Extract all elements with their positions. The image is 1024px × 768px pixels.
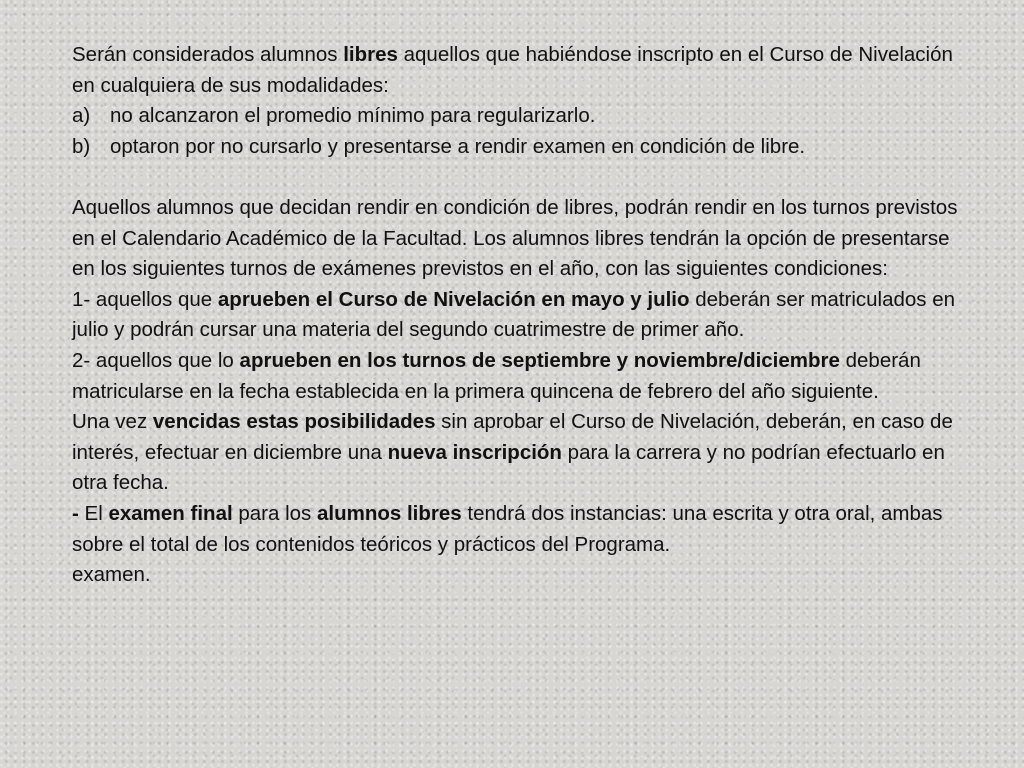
- list-item-text: optaron por no cursarlo y presentarse a rendir examen en condición de libre.: [110, 134, 806, 158]
- list-marker: a): [72, 104, 91, 128]
- bold-text: aprueben en los turnos de septiembre y noviembre/diciembre: [239, 348, 840, 372]
- closing-text: examen.: [72, 563, 151, 587]
- text-segment: sin aprobar el Curso de Nivelación, deberán, en caso de interés, efectuar en diciembre una: [72, 410, 953, 464]
- condition-item-1: [72, 285, 972, 346]
- bold-text: libres: [343, 43, 398, 66]
- text-segment: tendrá dos instancias: una escrita y otra oral, ambas sobre el total de los contenidos teóricos y prácticos del Programa.: [72, 501, 943, 556]
- text-segment: deberán matricularse en la fecha establecida en la primera quincena de febrero del año siguiente.: [72, 348, 921, 403]
- conditions-paragraph: Aquellos alumnos que decidan rendir en condición de libres, podrán rendir en los turnos previstos en el Calendario Académico de la Facultad. Los alumnos libres tendrán la opción de presentarse en los siguientes turnos de exámenes previstos en el año, con las siguientes condiciones:: [72, 195, 958, 281]
- paragraph-gap: [72, 162, 972, 193]
- text-segment: aquellos que habiéndose inscripto en el Curso de Nivelación en cualquiera de sus modalidades:: [72, 43, 953, 97]
- text-segment: deberán ser matriculados en julio y podrán cursar una materia del segundo cuatrimestre de primer año.: [72, 287, 956, 342]
- bold-text: nueva inscripción: [387, 440, 562, 464]
- bold-text: vencidas estas posibilidades: [152, 410, 436, 434]
- text-segment: para los: [232, 501, 317, 525]
- list-marker: b): [72, 134, 91, 158]
- bold-text: alumnos libres: [317, 501, 462, 525]
- bold-text: aprueben el Curso de Nivelación en mayo y julio: [217, 287, 690, 311]
- bold-text: examen final: [108, 501, 233, 525]
- slide-content: [72, 40, 972, 591]
- text-segment: Serán considerados alumnos: [72, 43, 344, 66]
- list-item: [72, 132, 972, 163]
- text-segment: Una vez: [72, 410, 153, 434]
- final-exam-paragraph: [72, 499, 972, 560]
- text-segment: 1- aquellos que: [72, 287, 218, 311]
- intro-paragraph: [72, 40, 972, 101]
- condition-item-2: [72, 346, 972, 407]
- bold-text: -: [72, 501, 85, 525]
- text-segment: El: [84, 501, 109, 525]
- list-item-text: no alcanzaron el promedio mínimo para regularizarlo.: [110, 104, 596, 128]
- text-segment: para la carrera y no podrían efectuarlo en otra fecha.: [72, 440, 945, 495]
- list-item: [72, 101, 972, 132]
- text-segment: 2- aquellos que lo: [72, 348, 240, 372]
- expiry-paragraph: [72, 407, 972, 499]
